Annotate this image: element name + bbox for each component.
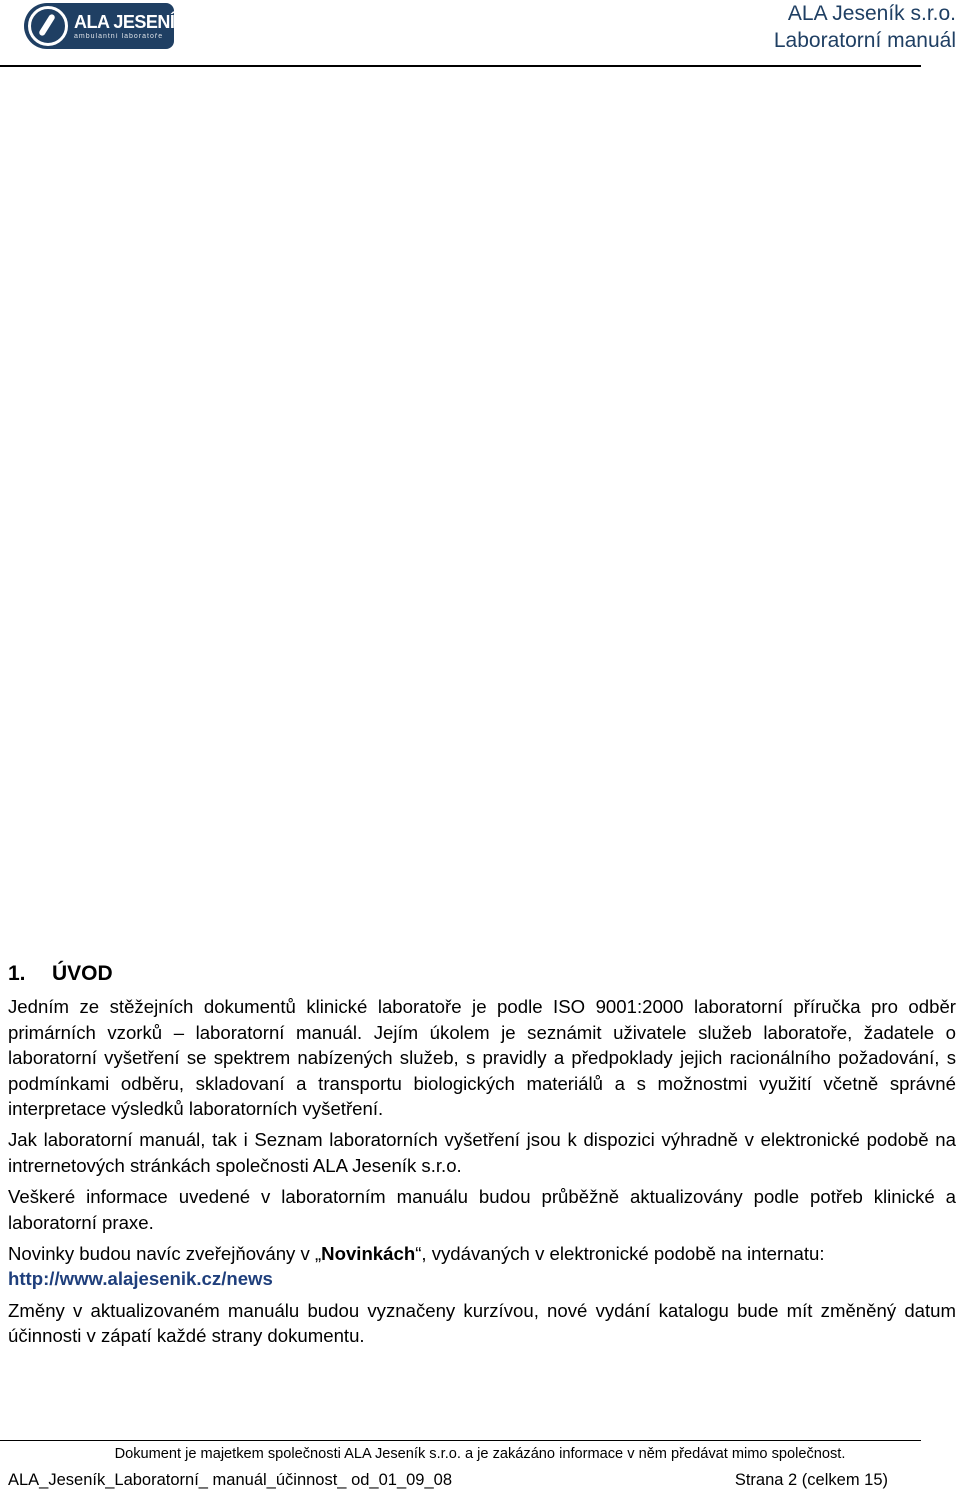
footer-row — [8, 1468, 888, 1492]
document-body — [8, 994, 956, 1354]
paragraph-intro: Jedním ze stěžejních dokumentů klinické laboratoře je podle ISO 9001:2000 laboratorní příručka pro odběr primárních vzorků – laboratorní manuál. Jejím úkolem je seznámit uživatele služeb laboratoře, žadatele o laboratorní vyšetření se spektrem nabízených služeb, s pravidly a předpoklady jejich racionálního požadování, s podmínkami odběru, skladovaní a transportu biologických materiálů a s možnostmi využití včetně správné interpretace výsledků laboratorních vyšetření. — [8, 996, 956, 1120]
paragraph-availability: Jak laboratorní manuál, tak i Seznam laboratorních vyšetření jsou k dispozici výhradně v elektronické podobě na intrernetových stránkách společnosti ALA Jeseník s.r.o. — [8, 1129, 956, 1177]
footer-divider — [0, 1440, 921, 1441]
section-heading — [8, 961, 113, 987]
header-company: ALA Jeseník s.r.o. — [787, 2, 956, 25]
section-title: ÚVOD — [52, 962, 113, 985]
news-text-after: “, vydávaných v elektronické podobě na internatu: — [415, 1242, 825, 1264]
logo-name: ALA JESENÍK s.r.o. — [74, 11, 231, 32]
news-text-before: Novinky budou navíc zveřejňovány v „ — [8, 1242, 322, 1264]
footer-note: Dokument je majetkem společnosti ALA Jeseník s.r.o. a je zakázáno informace v něm předávat mimo společnost. — [114, 1446, 846, 1462]
news-link[interactable]: http://www.alajesenik.cz/news — [8, 1268, 273, 1290]
section-number: 1. — [8, 962, 26, 985]
paragraph-changes: Změny v aktualizovaném manuálu budou vyznačeny kurzívou, nové vydání katalogu bude mít změněný datum účinnosti v zápatí každé strany dokumentu. — [8, 1299, 956, 1347]
logo-subtitle: ambulantní laboratoře — [74, 32, 164, 40]
news-bold: Novinkách — [321, 1242, 416, 1264]
header-doc-title: Laboratorní manuál — [773, 29, 956, 52]
footer-doc-id: ALA_Jeseník_Laboratorní_ manuál_účinnost_ od_01_09_08 — [8, 1471, 453, 1489]
paragraph-updates: Veškeré informace uvedené v laboratorním manuálu budou průběžně aktualizovány podle potřeb klinické a laboratorní praxe. — [8, 1186, 956, 1233]
logo-text — [74, 12, 230, 41]
company-logo — [24, 3, 231, 49]
header-divider — [0, 65, 921, 67]
paragraph-news — [8, 1241, 956, 1267]
test-tube-icon — [28, 6, 68, 46]
footer-page-number: Strana 2 (celkem 15) — [734, 1471, 888, 1489]
news-link-line — [8, 1266, 956, 1292]
header-titles — [774, 0, 956, 54]
